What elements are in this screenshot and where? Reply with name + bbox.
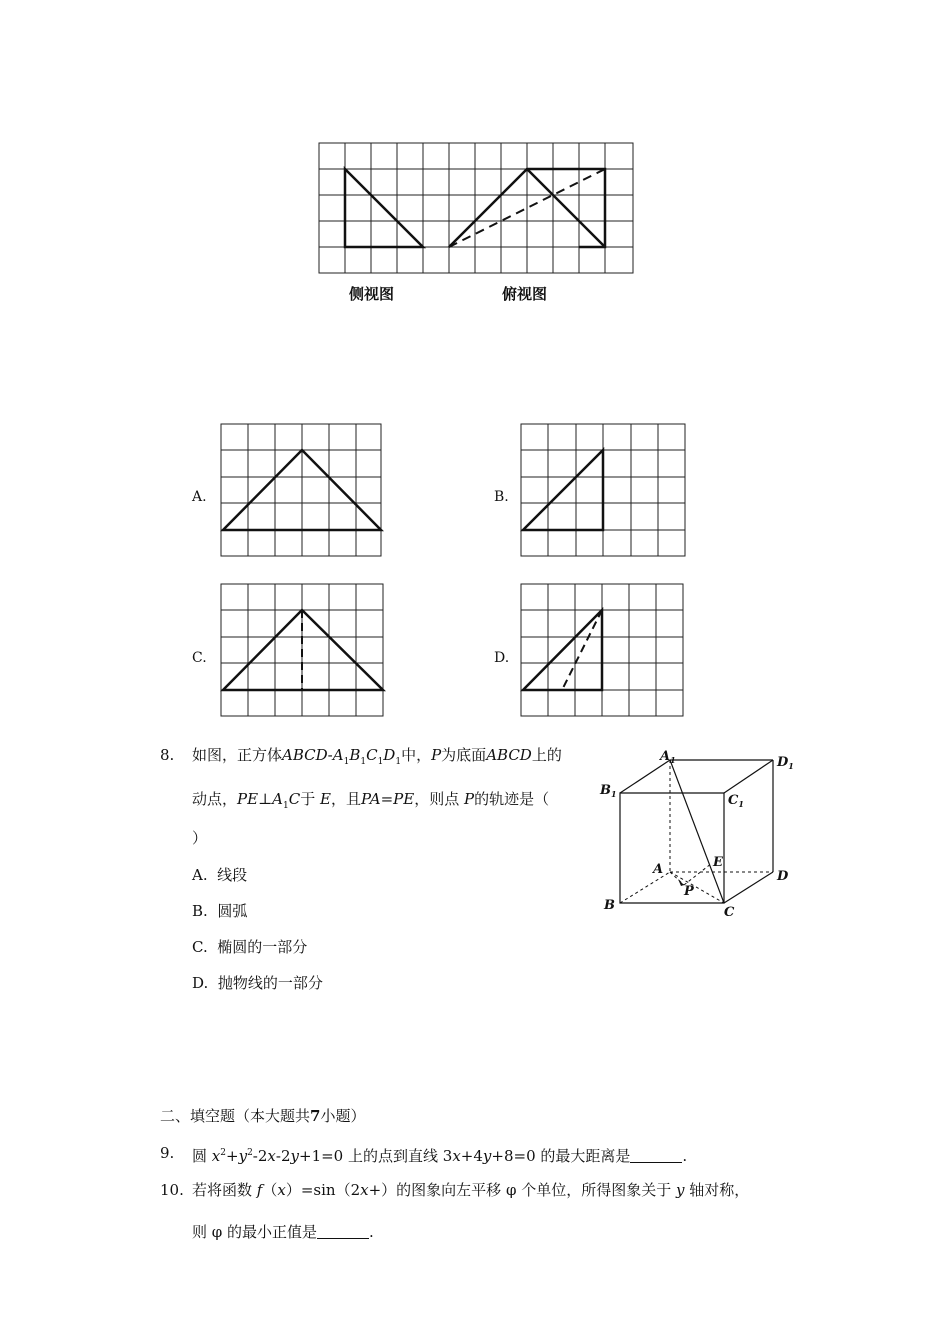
svg-text:C1: $C_1$ bbox=[728, 793, 744, 809]
svg-text:D: D bbox=[777, 869, 789, 884]
q8-choice-d[interactable]: D. 抛物线的一部分 bbox=[192, 974, 323, 992]
svg-text:A1: $A_1$ bbox=[660, 749, 676, 765]
q8-number: 8. bbox=[160, 746, 175, 764]
option-b-figure bbox=[520, 423, 688, 559]
q10-number: 10. bbox=[160, 1181, 184, 1199]
q10-answer-blank[interactable] bbox=[317, 1224, 369, 1239]
q8-line2: 动点，$PE\perp A_1C$于 E，且PA=PE，则点 P的轨迹是（ bbox=[192, 790, 550, 811]
option-d-figure bbox=[520, 583, 686, 719]
option-b-label: B. bbox=[494, 489, 509, 505]
side-view-caption: 侧视图 bbox=[349, 285, 395, 303]
svg-text:B: B bbox=[604, 898, 615, 913]
option-d-label: D. bbox=[494, 650, 510, 666]
q9-number: 9. bbox=[160, 1144, 175, 1162]
q8-cube-figure bbox=[596, 746, 796, 924]
top-view-caption: 俯视图 bbox=[502, 285, 548, 303]
svg-text:A: A bbox=[653, 862, 664, 877]
option-c-figure bbox=[220, 583, 386, 719]
option-a-label: A. bbox=[192, 489, 207, 505]
svg-text:C: C bbox=[724, 905, 735, 920]
svg-text:P: P bbox=[684, 884, 694, 899]
q8-line1: 如图，正方体ABCD-$A_1B_1C_1D_1$中，P为底面ABCD上的 bbox=[192, 746, 562, 767]
q8-choice-a[interactable]: A. 线段 bbox=[192, 866, 248, 884]
option-c-label: C. bbox=[192, 650, 207, 666]
three-view-grid-figure bbox=[318, 142, 636, 276]
q9-text: 圆 $x^2+y^2-2x-2y+1=0$ 上的点到直线 3x+4y+8=0 的最大距离是 . bbox=[192, 1147, 688, 1165]
q10-line1: 若将函数 f（x）=sin（2x+）的图象向左平移 φ 个单位，所得图象关于 y 轴对称， bbox=[192, 1181, 750, 1199]
option-a-figure bbox=[220, 423, 384, 559]
svg-text:D1: $D_1$ bbox=[777, 755, 794, 771]
q8-line3: ） bbox=[192, 829, 208, 847]
q10-line2: 则 φ 的最小正值是 . bbox=[192, 1223, 374, 1241]
svg-text:B1: $B_1$ bbox=[600, 783, 617, 799]
q9-answer-blank[interactable] bbox=[630, 1148, 682, 1163]
q8-choice-b[interactable]: B. 圆弧 bbox=[192, 902, 248, 920]
q8-choice-c[interactable]: C. 椭圆的一部分 bbox=[192, 938, 308, 956]
svg-text:E: E bbox=[713, 855, 723, 870]
section2-title: 二、填空题（本大题共7小题） bbox=[160, 1107, 366, 1125]
side-view-triangle bbox=[345, 169, 423, 247]
